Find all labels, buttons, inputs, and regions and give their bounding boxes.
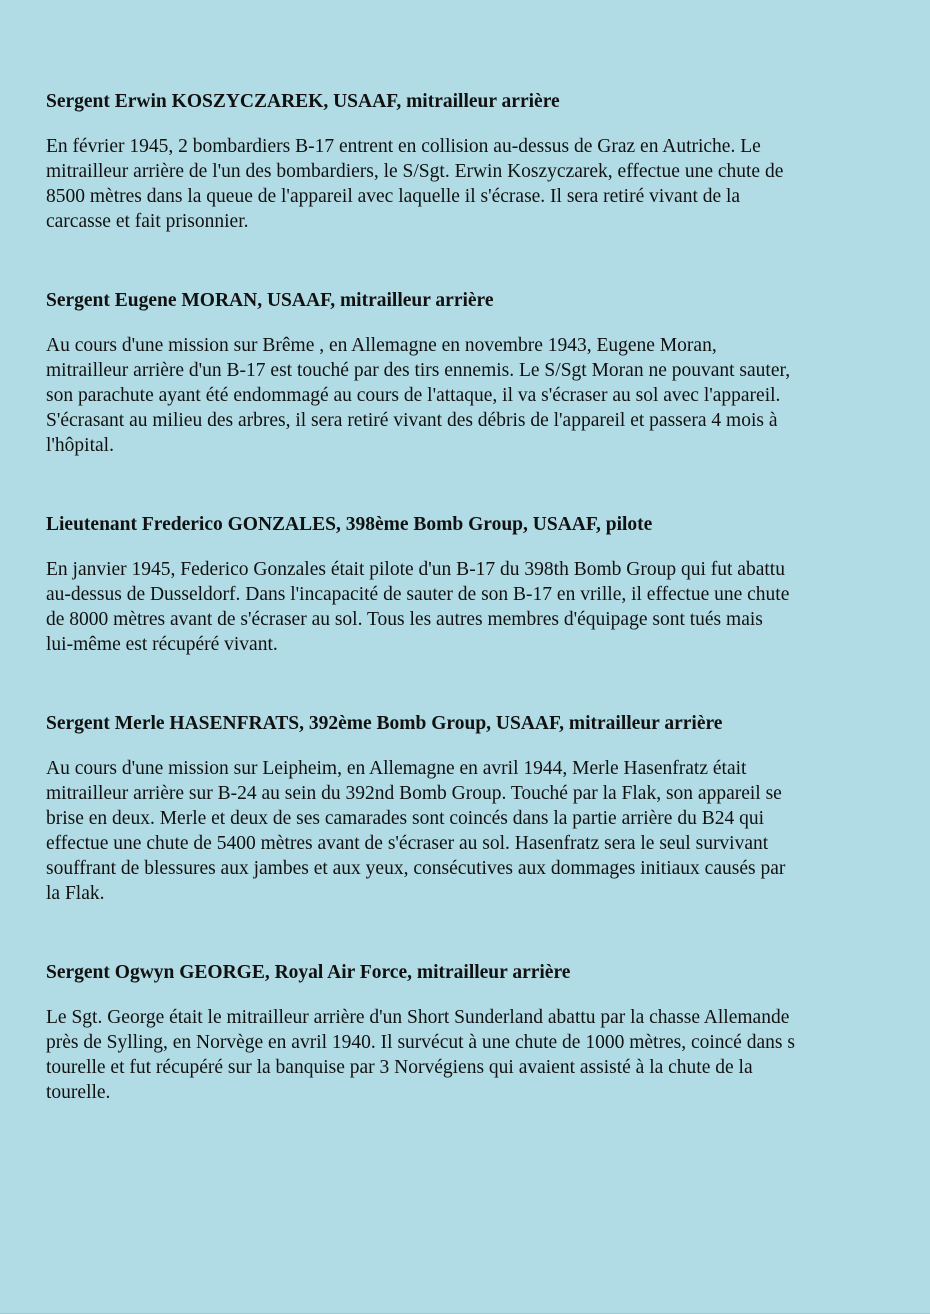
section-heading: Sergent Ogwyn GEORGE, Royal Air Force, mitrailleur arrière [46,962,571,983]
section-george [46,961,896,1105]
body-line: tourelle. [46,1082,111,1103]
body-line: Le Sgt. George était le mitrailleur arrière d'un Short Sunderland abattu par la chasse Allemande [46,1007,790,1028]
body-line: la Flak. [46,883,105,904]
section-body [46,134,896,234]
body-line: au-dessus de Dusseldorf. Dans l'incapacité de sauter de son B-17 en vrille, il effectue une chute [46,584,790,605]
body-line: mitrailleur arrière de l'un des bombardiers, le S/Sgt. Erwin Koszyczarek, effectue une chute de [46,161,784,182]
section-body [46,1005,896,1105]
body-line: mitrailleur arrière sur B-24 au sein du 392nd Bomb Group. Touché par la Flak, son appareil se [46,783,782,804]
body-line: Au cours d'une mission sur Brême , en Allemagne en novembre 1943, Eugene Moran, [46,335,717,356]
section-body [46,557,896,657]
body-line: de 8000 mètres avant de s'écraser au sol. Tous les autres membres d'équipage sont tués mais [46,609,763,630]
body-line: son parachute ayant été endommagé au cours de l'attaque, il va s'écraser au sol avec l'appareil. [46,385,781,406]
body-line: effectue une chute de 5400 mètres avant de s'écraser au sol. Hasenfratz sera le seul survivant [46,833,769,854]
body-line: brise en deux. Merle et deux de ses camarades sont coincés dans la partie arrière du B24 qui [46,808,764,829]
section-gonzales [46,513,896,657]
section-heading: Lieutenant Frederico GONZALES, 398ème Bomb Group, USAAF, pilote [46,514,653,535]
section-heading: Sergent Merle HASENFRATS, 392ème Bomb Group, USAAF, mitrailleur arrière [46,713,723,734]
body-line: tourelle et fut récupéré sur la banquise par 3 Norvégiens qui avaient assisté à la chute de la [46,1057,753,1078]
section-moran [46,289,896,458]
body-line: carcasse et fait prisonnier. [46,211,249,232]
body-line: près de Sylling, en Norvège en avril 1940. Il survécut à une chute de 1000 mètres, coincé dans s [46,1032,795,1053]
section-heading: Sergent Eugene MORAN, USAAF, mitrailleur arrière [46,290,494,311]
section-heading: Sergent Erwin KOSZYCZAREK, USAAF, mitrailleur arrière [46,91,560,112]
body-line: En février 1945, 2 bombardiers B-17 entrent en collision au-dessus de Graz en Autriche. Le [46,136,761,157]
body-line: 8500 mètres dans la queue de l'appareil avec laquelle il s'écrase. Il sera retiré vivant de la [46,186,741,207]
section-koszyczarek [46,90,896,234]
section-body [46,333,896,458]
body-line: mitrailleur arrière d'un B-17 est touché par des tirs ennemis. Le S/Sgt Moran ne pouvant sauter, [46,360,791,381]
body-line: Au cours d'une mission sur Leipheim, en Allemagne en avril 1944, Merle Hasenfratz était [46,758,747,779]
body-line: l'hôpital. [46,435,114,456]
body-line: souffrant de blessures aux jambes et aux yeux, consécutives aux dommages initiaux causés par [46,858,786,879]
section-body [46,756,896,906]
body-line: En janvier 1945, Federico Gonzales était pilote d'un B-17 du 398th Bomb Group qui fut abattu [46,559,785,580]
body-line: S'écrasant au milieu des arbres, il sera retiré vivant des débris de l'appareil et passera 4 mois à [46,410,778,431]
section-hasenfrats [46,712,896,906]
body-line: lui-même est récupéré vivant. [46,634,278,655]
